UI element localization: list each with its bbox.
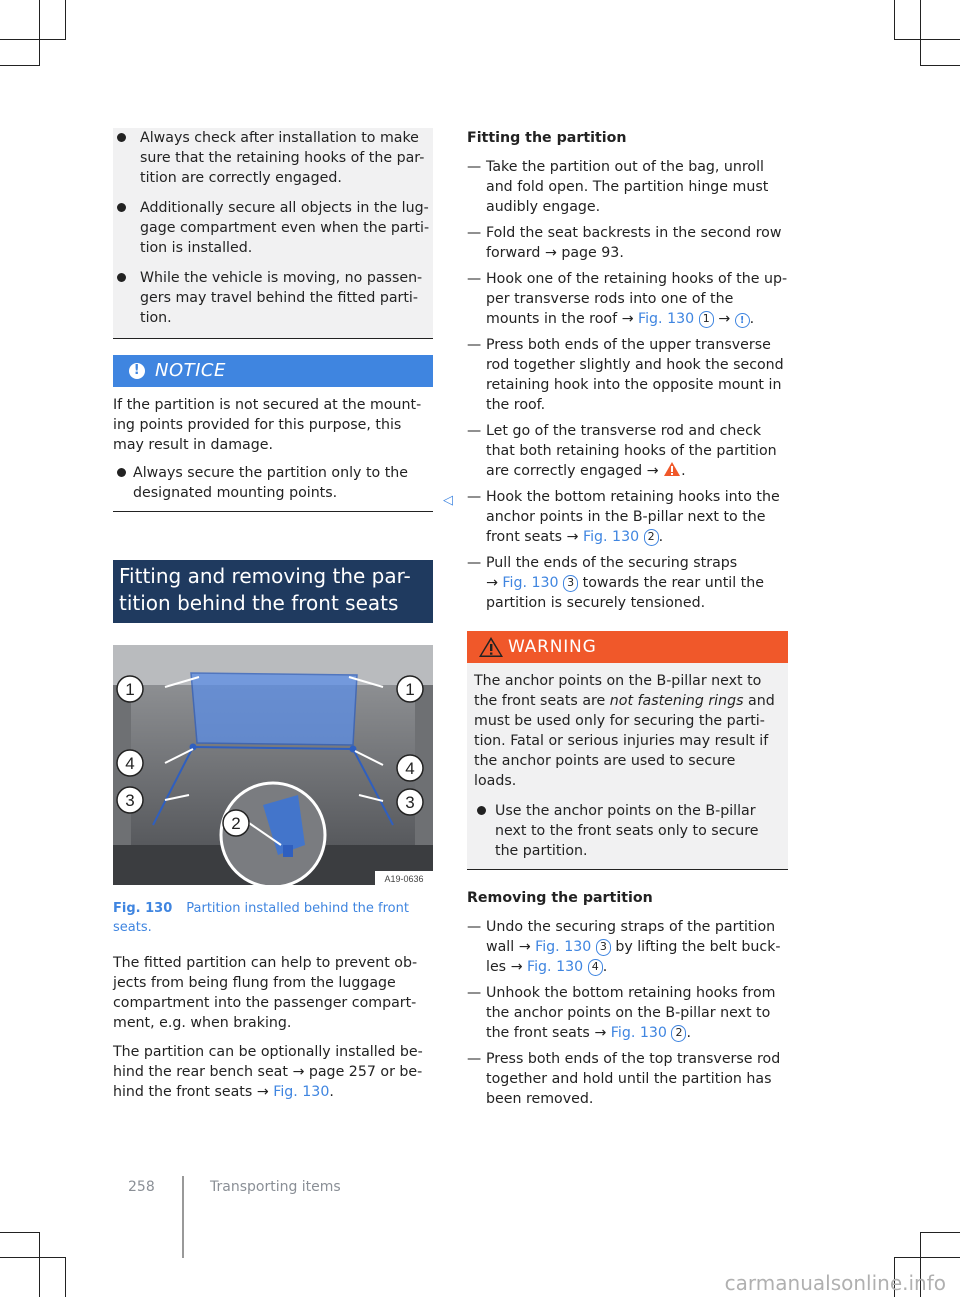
bullet-item: Additionally secure all objects in the lug-gage compartment even when the parti-tion is installed. bbox=[113, 198, 433, 258]
warning-ref-icon[interactable] bbox=[663, 461, 681, 477]
callout-number: 2 bbox=[671, 1025, 686, 1042]
callout-number: 4 bbox=[588, 959, 603, 976]
crop-mark bbox=[0, 65, 40, 66]
notice-bullet: Always secure the partition only to the designated mounting points. bbox=[113, 463, 433, 503]
figure-label: 2 bbox=[231, 814, 241, 833]
warning-title: WARNING bbox=[508, 637, 597, 657]
crop-mark bbox=[920, 1232, 960, 1233]
figure-code: A19-0636 bbox=[384, 874, 424, 884]
warning-text: The anchor points on the B-pillar next to the front seats are not fastening rings and must be used only for securing the parti-tion. Fatal or serious injuries may result if the anchor points are used to secure loads. bbox=[474, 673, 775, 789]
figure-label: 1 bbox=[125, 680, 135, 699]
partition-illustration bbox=[113, 645, 433, 885]
paragraph: The fitted partition can help to prevent ob-jects from being flung from the luggage compartment into the passenger compart-ment, e.g. when braking. bbox=[113, 955, 418, 1031]
page-number: 258 bbox=[128, 1179, 155, 1195]
bullet-item: Always check after installation to make sure that the retaining hooks of the par-tition are correctly engaged. bbox=[113, 128, 433, 188]
figure-label: 4 bbox=[405, 759, 415, 778]
crop-mark bbox=[894, 1257, 960, 1258]
crop-mark bbox=[920, 65, 960, 66]
section-title: Fitting and removing the par-tition behind the front seats bbox=[113, 560, 433, 623]
notice-header bbox=[113, 355, 433, 387]
callout-number: 2 bbox=[644, 529, 659, 546]
figure-label: 4 bbox=[125, 754, 135, 773]
step-item: — Unhook the bottom retaining hooks from the anchor points on the B-pillar next to the front seats → Fig. 130 2 . bbox=[467, 983, 788, 1043]
callout-number: 1 bbox=[699, 311, 714, 328]
crop-mark bbox=[0, 39, 65, 40]
warning-bullet: Use the anchor points on the B-pillar next to the front seats only to secure the partition. bbox=[474, 801, 782, 861]
warning-body bbox=[467, 663, 788, 870]
section-end-icon: ◁ bbox=[443, 493, 453, 508]
callout-number: 3 bbox=[596, 939, 611, 956]
figure-label: 3 bbox=[125, 791, 135, 810]
step-item: — Hook one of the retaining hooks of the up-per transverse rods into one of the mounts in the roof → Fig. 130 1 → ! . bbox=[467, 269, 788, 329]
notice-text: If the partition is not secured at the mount-ing points provided for this purpose, this may result in damage. bbox=[113, 397, 422, 453]
notice-ref-icon[interactable]: ! bbox=[735, 313, 750, 328]
watermark: carmanualsonline.info bbox=[724, 1271, 946, 1295]
arrow-icon: → bbox=[518, 939, 531, 955]
step-item: — Let go of the transverse rod and check that both retaining hooks of the partition are correctly engaged → . bbox=[467, 421, 788, 481]
crop-mark bbox=[65, 1257, 66, 1297]
fitting-heading: Fitting the partition bbox=[467, 130, 627, 146]
crop-mark bbox=[39, 1232, 40, 1297]
figure-number: Fig. 130 bbox=[113, 901, 173, 916]
step-item: — Fold the seat backrests in the second row forward → page 93. bbox=[467, 223, 788, 263]
arrow-icon: → bbox=[510, 959, 523, 975]
figure-label: 3 bbox=[405, 793, 415, 812]
crop-mark bbox=[894, 0, 895, 40]
left-column bbox=[113, 128, 453, 1102]
crop-mark bbox=[65, 0, 66, 40]
chapter-title: Transporting items bbox=[210, 1179, 341, 1195]
warning-header bbox=[467, 631, 788, 663]
step-item: — Take the partition out of the bag, unroll and fold open. The partition hinge must audibly engage. bbox=[467, 157, 788, 217]
crop-mark bbox=[0, 1232, 40, 1233]
right-column bbox=[467, 128, 788, 1115]
callout-number: 3 bbox=[563, 575, 578, 592]
step-item: — Press both ends of the top transverse rod together and hold until the partition has been removed. bbox=[467, 1049, 788, 1109]
step-item: — Press both ends of the upper transverse rod together slightly and hook the second retaining hook into the opposite mount in the roof. bbox=[467, 335, 788, 415]
step-item: — Pull the ends of the securing straps → Fig. 130 3 towards the rear until the partition is securely tensioned. bbox=[467, 553, 788, 613]
crop-mark bbox=[0, 1257, 65, 1258]
arrow-icon: → bbox=[594, 1025, 607, 1041]
removing-heading: Removing the partition bbox=[467, 890, 653, 906]
notice-title: NOTICE bbox=[155, 360, 226, 381]
figure-label: 1 bbox=[405, 680, 415, 699]
figure-link[interactable]: Fig. 130 bbox=[637, 311, 695, 327]
crop-mark bbox=[39, 0, 40, 65]
arrow-icon: → bbox=[292, 1064, 305, 1080]
arrow-icon: → bbox=[718, 311, 731, 327]
step-item: — Undo the securing straps of the partition wall → Fig. 130 3 by lifting the belt buck-les → Fig. 130 4 . bbox=[467, 917, 788, 977]
paragraph: The partition can be optionally installed be-hind the rear bench seat → page 257 or be-hind the front seats → Fig. 130. bbox=[113, 1044, 423, 1100]
arrow-icon: → bbox=[256, 1084, 269, 1100]
arrow-icon: → bbox=[544, 245, 557, 261]
figure-partition bbox=[113, 645, 433, 885]
bullet-item: While the vehicle is moving, no passen-gers may travel behind the fitted parti-tion. bbox=[113, 268, 433, 328]
figure-caption-text: Partition installed behind the front seats. bbox=[113, 901, 409, 935]
arrow-icon: → bbox=[621, 311, 634, 327]
crop-mark bbox=[894, 39, 960, 40]
caution-bullets bbox=[113, 128, 433, 339]
figure-link[interactable]: Fig. 130 bbox=[502, 575, 559, 591]
arrow-icon: → bbox=[486, 575, 498, 591]
figure-link[interactable]: Fig. 130 bbox=[610, 1025, 667, 1041]
exclamation-icon: ! bbox=[129, 363, 145, 379]
footer-divider bbox=[182, 1176, 184, 1258]
arrow-icon: → bbox=[646, 463, 659, 479]
figure-link[interactable]: Fig. 130 bbox=[526, 959, 584, 975]
arrow-icon: → bbox=[566, 529, 579, 545]
figure-link[interactable]: Fig. 130 bbox=[535, 939, 592, 955]
step-item: — Hook the bottom retaining hooks into the anchor points in the B-pillar next to the front seats → Fig. 130 2 . bbox=[467, 487, 788, 547]
crop-mark bbox=[920, 0, 921, 65]
figure-link[interactable]: Fig. 130 bbox=[273, 1084, 330, 1100]
notice-body bbox=[113, 387, 453, 512]
figure-caption bbox=[113, 899, 433, 937]
figure-link[interactable]: Fig. 130 bbox=[582, 529, 640, 545]
warning-icon bbox=[478, 636, 504, 658]
